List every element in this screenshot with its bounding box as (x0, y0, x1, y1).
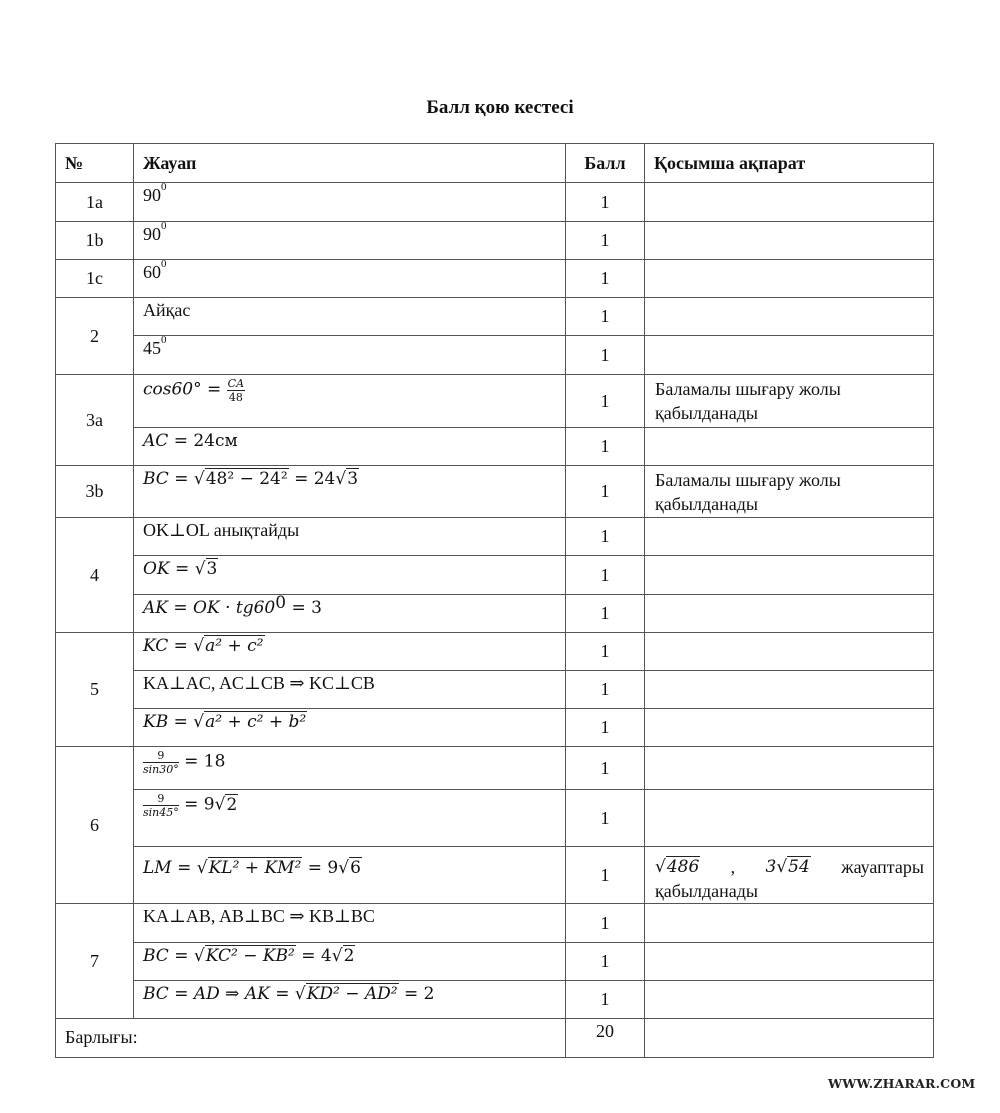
total-points: 20 (566, 1019, 645, 1058)
info-cell (645, 595, 934, 633)
degree-superscript: 0 (161, 258, 167, 270)
radicand: 3 (347, 469, 359, 489)
answer-cell (134, 556, 566, 595)
answer-text: 45 (143, 338, 161, 358)
answer-cell (134, 336, 566, 375)
table-row (56, 336, 934, 375)
points-cell: 1 (566, 790, 645, 847)
square-root: √48² − 24² (193, 469, 288, 489)
formula-lhs: BC = AD ⇒ AK = (143, 984, 295, 1004)
degree-superscript: 0 (161, 220, 167, 232)
square-root: √3 (194, 559, 218, 579)
table-row (56, 709, 934, 747)
radicand: KL² + KM² (208, 858, 302, 878)
formula-rhs: = 24 (288, 469, 336, 489)
points-cell: 1 (566, 336, 645, 375)
answer-cell (134, 466, 566, 518)
formula-lhs: KC = (143, 636, 194, 656)
header-answer: Жауап (134, 144, 566, 183)
info-cell (645, 671, 934, 709)
table-row (56, 747, 934, 790)
answer-cell (134, 790, 566, 847)
header-points: Балл (566, 144, 645, 183)
points-cell: 1 (566, 222, 645, 260)
square-root: √54 (776, 857, 810, 877)
formula-lhs: LM = (143, 858, 197, 878)
answer-cell (134, 709, 566, 747)
square-root: √a² + c² (193, 636, 264, 656)
radicand: a² + c² + b² (205, 712, 307, 732)
square-root: √6 (338, 858, 361, 878)
answer-cell (134, 375, 566, 428)
answer-cell (134, 595, 566, 633)
square-root: √KD² − AD² (294, 984, 398, 1004)
formula-lhs: BC = (143, 946, 194, 966)
info-cell (645, 790, 934, 847)
points-cell: 1 (566, 556, 645, 595)
square-root: √2 (214, 794, 238, 815)
table-row (56, 943, 934, 981)
radicand: 54 (788, 857, 810, 877)
info-cell: Баламалы шығару жолы қабылданады (645, 466, 934, 518)
formula-rhs: = 9 (178, 794, 215, 815)
formula-lhs: KB = (143, 712, 194, 732)
table-row (56, 375, 934, 428)
points-cell: 1 (566, 466, 645, 518)
question-number: 1c (56, 260, 134, 298)
answer-cell: KA⊥AB, AB⊥BC ⇒ KB⊥BC (134, 904, 566, 943)
info-text: жауаптары (841, 857, 924, 877)
info-cell (645, 518, 934, 556)
separator-comma: , (730, 857, 736, 877)
answer-cell (134, 747, 566, 790)
info-cell: Баламалы шығару жолы қабылданады (645, 375, 934, 428)
total-info-cell (645, 1019, 934, 1058)
info-cell (645, 633, 934, 671)
answer-cell: KA⊥AC, AC⊥CB ⇒ KC⊥CB (134, 671, 566, 709)
square-root: √3 (335, 469, 359, 489)
points-cell: 1 (566, 847, 645, 904)
info-cell (645, 747, 934, 790)
table-row (56, 847, 934, 904)
formula-lhs: BC = (143, 469, 194, 489)
table-header-row (56, 144, 934, 183)
points-cell: 1 (566, 375, 645, 428)
points-cell: 1 (566, 904, 645, 943)
info-cell (645, 222, 934, 260)
info-line-1 (655, 855, 924, 879)
table-row (56, 183, 934, 222)
question-number: 7 (56, 904, 134, 1019)
table-row (56, 904, 934, 943)
formula-lhs: AC (143, 431, 169, 451)
header-info: Қосымша ақпарат (645, 144, 934, 183)
fraction-denominator: sin45° (143, 806, 179, 819)
formula-lhs: cos60° = (143, 379, 227, 400)
answer-cell (134, 222, 566, 260)
points-cell: 1 (566, 671, 645, 709)
info-cell (645, 298, 934, 336)
points-cell: 1 (566, 747, 645, 790)
radicand: 2 (343, 946, 355, 966)
points-cell: 1 (566, 298, 645, 336)
question-number: 1b (56, 222, 134, 260)
formula-lhs: AK = OK · tg60 (143, 598, 276, 618)
radicand: a² + c² (205, 636, 264, 656)
fraction-numerator: 9 (143, 749, 179, 763)
points-cell: 1 (566, 595, 645, 633)
info-line-2: қабылданады (655, 881, 758, 901)
radicand: 3 (206, 559, 218, 579)
formula-rhs: = 2 (398, 984, 435, 1004)
answer-text: 90 (143, 224, 161, 244)
points-cell: 1 (566, 183, 645, 222)
table-row (56, 222, 934, 260)
fraction (227, 377, 245, 404)
answer-cell (134, 943, 566, 981)
info-cell (645, 904, 934, 943)
formula-rhs: = 9 (302, 858, 339, 878)
table-row (56, 556, 934, 595)
square-root: √486 (655, 857, 700, 877)
table-row (56, 298, 934, 336)
points-cell: 1 (566, 709, 645, 747)
table-row (56, 518, 934, 556)
table-row (56, 671, 934, 709)
points-cell: 1 (566, 633, 645, 671)
formula-rhs: = 18 (178, 751, 226, 772)
formula-lhs: OK = (143, 559, 195, 579)
square-root: √KL² + KM² (196, 858, 302, 878)
watermark: WWW.ZHARAR.COM (828, 1076, 976, 1091)
table-row (56, 981, 934, 1019)
info-cell (645, 709, 934, 747)
fraction-numerator: CA (227, 377, 245, 390)
formula-rhs: = 3 (286, 598, 322, 618)
answer-cell (134, 981, 566, 1019)
radicand: 486 (666, 857, 700, 877)
table-row (56, 428, 934, 466)
table-row (56, 466, 934, 518)
answer-text: 90 (143, 185, 161, 205)
document-title: Балл қою кестесі (426, 97, 574, 118)
square-root: √a² + c² + b² (193, 712, 307, 732)
answer-cell (134, 633, 566, 671)
answer-cell: Айқас (134, 298, 566, 336)
degree-superscript: 0 (161, 334, 167, 346)
radicand: 2 (226, 794, 238, 815)
question-number: 6 (56, 747, 134, 904)
answer-cell (134, 428, 566, 466)
fraction-denominator: 48 (228, 391, 243, 404)
fraction-denominator: sin30° (143, 763, 179, 776)
answer-cell (134, 260, 566, 298)
scoring-table (55, 143, 934, 1058)
points-cell: 1 (566, 981, 645, 1019)
degree-superscript: 0 (275, 593, 287, 613)
info-cell (645, 943, 934, 981)
answer-cell (134, 847, 566, 904)
answer-text: 60 (143, 262, 161, 282)
answer-cell (134, 183, 566, 222)
points-cell: 1 (566, 518, 645, 556)
info-cell (645, 260, 934, 298)
info-cell (645, 336, 934, 375)
total-label: Барлығы: (56, 1019, 566, 1058)
points-cell: 1 (566, 260, 645, 298)
radicand: 48² − 24² (205, 469, 288, 489)
radicand: KC² − KB² (205, 946, 295, 966)
question-number: 4 (56, 518, 134, 633)
points-cell: 1 (566, 943, 645, 981)
question-number: 3b (56, 466, 134, 518)
formula-rhs: = 24см (168, 431, 238, 451)
table-row (56, 790, 934, 847)
total-row (56, 1019, 934, 1058)
table-row (56, 260, 934, 298)
fraction-numerator: 9 (143, 792, 179, 806)
header-number: № (56, 144, 134, 183)
info-cell (645, 183, 934, 222)
question-number: 3a (56, 375, 134, 466)
info-cell (645, 428, 934, 466)
table-row (56, 595, 934, 633)
formula-rhs: = 4 (295, 946, 332, 966)
table-row (56, 633, 934, 671)
question-number: 1a (56, 183, 134, 222)
radicand: 6 (350, 858, 361, 878)
radicand: KD² − AD² (306, 984, 398, 1004)
info-cell (645, 556, 934, 595)
coefficient: 3 (765, 857, 777, 877)
question-number: 5 (56, 633, 134, 747)
degree-superscript: 0 (161, 181, 167, 193)
question-number: 2 (56, 298, 134, 375)
fraction (143, 792, 179, 819)
info-cell (645, 981, 934, 1019)
alt-answer (765, 855, 810, 879)
info-cell (645, 847, 934, 904)
square-root: √KC² − KB² (193, 946, 295, 966)
points-cell: 1 (566, 428, 645, 466)
square-root: √2 (331, 946, 355, 966)
fraction (143, 749, 179, 776)
answer-cell: OK⊥OL анықтайды (134, 518, 566, 556)
